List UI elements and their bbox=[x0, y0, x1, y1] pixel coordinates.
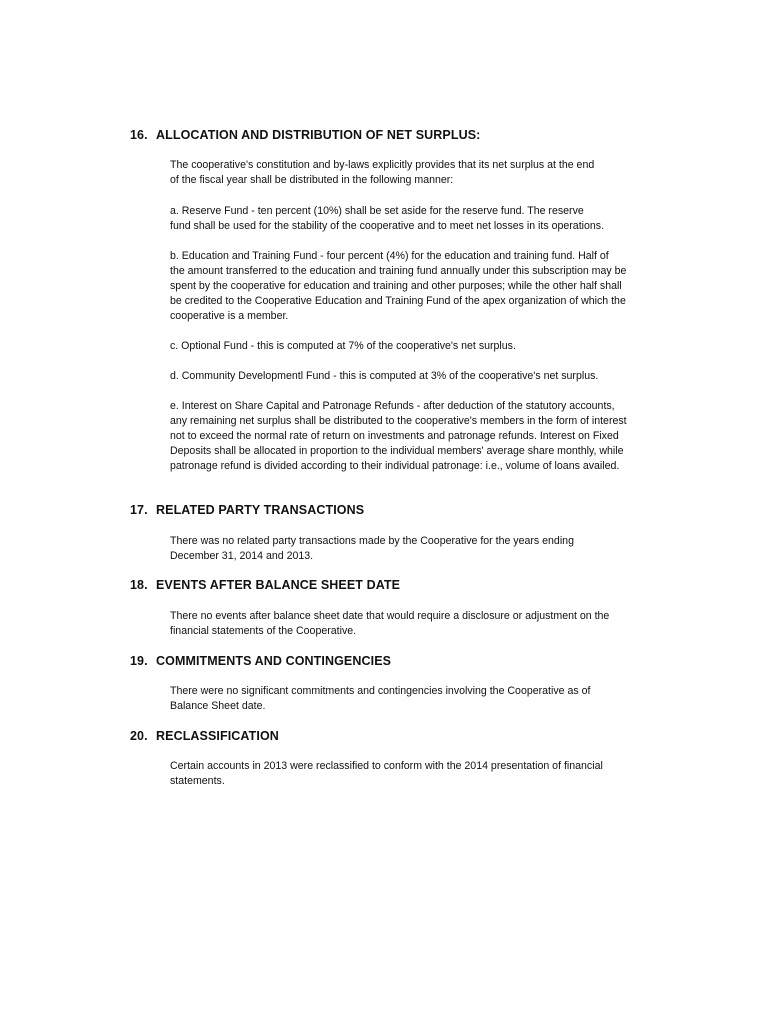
paragraph-line: December 31, 2014 and 2013. bbox=[170, 550, 314, 562]
paragraph bbox=[170, 249, 670, 324]
paragraph-line: Certain accounts in 2013 were reclassified to conform with the 2014 presentation of financial bbox=[170, 760, 603, 772]
paragraph bbox=[170, 759, 670, 789]
paragraph-line: the amount transferred to the education and training fund annually under this subscription may be bbox=[170, 265, 627, 277]
paragraph-line: There was no related party transactions made by the Cooperative for the years ending bbox=[170, 535, 574, 547]
section-number: 18. bbox=[130, 578, 148, 592]
paragraph-line: There were no significant commitments and contingencies involving the Cooperative as of bbox=[170, 685, 591, 697]
section-number: 16. bbox=[130, 128, 148, 142]
section-title: EVENTS AFTER BALANCE SHEET DATE bbox=[156, 578, 401, 592]
section-title: COMMITMENTS AND CONTINGENCIES bbox=[156, 654, 392, 668]
paragraph-line: Balance Sheet date. bbox=[170, 700, 266, 712]
section-20-heading bbox=[130, 729, 279, 743]
paragraph bbox=[170, 684, 670, 714]
paragraph-line: any remaining net surplus shall be distributed to the cooperative's members in the form of interest bbox=[170, 415, 627, 427]
paragraph-line: statements. bbox=[170, 775, 225, 787]
paragraph-line: patronage refund is divided according to their individual patronage: i.e., volume of loans availed. bbox=[170, 460, 620, 472]
section-number: 17. bbox=[130, 503, 148, 517]
paragraph-line: of the fiscal year shall be distributed in the following manner: bbox=[170, 174, 454, 186]
paragraph bbox=[170, 534, 670, 564]
paragraph-line: not to exceed the normal rate of return on investments and patronage refunds. Interest on Fixed bbox=[170, 430, 619, 442]
section-number: 20. bbox=[130, 729, 148, 743]
paragraph-line: b. Education and Training Fund - four percent (4%) for the education and training fund. Half of bbox=[170, 250, 609, 262]
paragraph bbox=[170, 399, 670, 474]
paragraph-line: e. Interest on Share Capital and Patronage Refunds - after deduction of the statutory accounts, bbox=[170, 400, 615, 412]
section-title: RELATED PARTY TRANSACTIONS bbox=[156, 503, 365, 517]
paragraph-line: fund shall be used for the stability of the cooperative and to meet net losses in its operations. bbox=[170, 220, 605, 232]
paragraph bbox=[170, 339, 670, 354]
paragraph bbox=[170, 204, 670, 234]
paragraph-line: c. Optional Fund - this is computed at 7% of the cooperative's net surplus. bbox=[170, 340, 516, 352]
paragraph-line: be credited to the Cooperative Education and Training Fund of the apex organization of which the bbox=[170, 295, 626, 307]
paragraph-line: financial statements of the Cooperative. bbox=[170, 625, 357, 637]
paragraph bbox=[170, 609, 670, 639]
paragraph-line: There no events after balance sheet date that would require a disclosure or adjustment on the bbox=[170, 610, 610, 622]
section-16-heading bbox=[130, 128, 480, 142]
section-title: ALLOCATION AND DISTRIBUTION OF NET SURPLUS: bbox=[156, 128, 481, 142]
paragraph bbox=[170, 158, 670, 188]
paragraph bbox=[170, 369, 670, 384]
paragraph-line: cooperative is a member. bbox=[170, 310, 289, 322]
section-19-heading bbox=[130, 654, 391, 668]
section-number: 19. bbox=[130, 654, 148, 668]
section-title: RECLASSIFICATION bbox=[156, 729, 279, 743]
paragraph-line: spent by the cooperative for education and training and other purposes; while the other half shall bbox=[170, 280, 622, 292]
paragraph-line: Deposits shall be allocated in proportion to the individual members' average share monthly, while bbox=[170, 445, 624, 457]
paragraph-line: The cooperative's constitution and by-laws explicitly provides that its net surplus at the end bbox=[170, 159, 595, 171]
paragraph-line: d. Community Developmentl Fund - this is computed at 3% of the cooperative's net surplus. bbox=[170, 370, 599, 382]
paragraph-line: a. Reserve Fund - ten percent (10%) shall be set aside for the reserve fund. The reserve bbox=[170, 205, 584, 217]
section-17-heading bbox=[130, 503, 364, 517]
section-18-heading bbox=[130, 578, 400, 592]
